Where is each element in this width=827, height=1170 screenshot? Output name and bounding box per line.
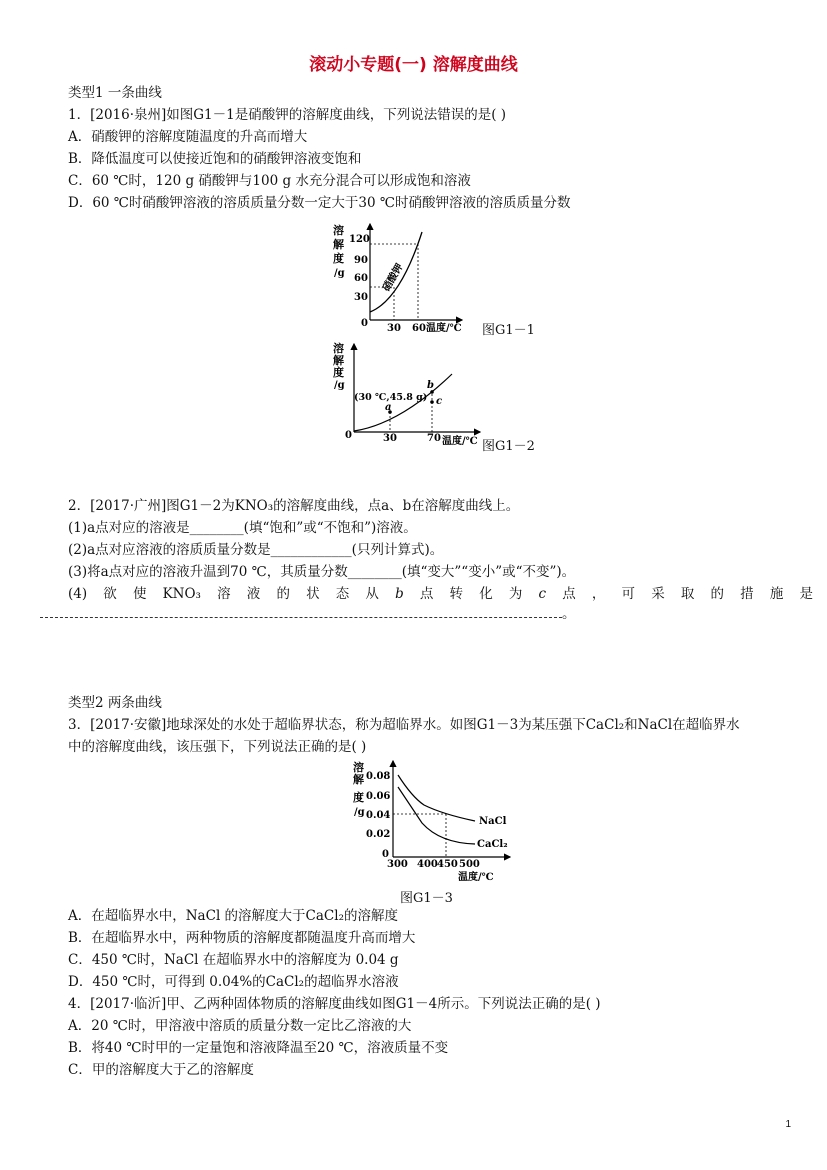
y-tick-30: 30 xyxy=(354,292,368,303)
q4-option-c: C．甲的溶解度大于乙的溶解度 xyxy=(68,1062,254,1078)
q4-option-a: A．20 ℃时，甲溶液中溶质的质量分数一定比乙溶液的大 xyxy=(68,1018,412,1034)
q3-option-b: B．在超临界水中，两种物质的溶解度都随温度升高而增大 xyxy=(68,930,416,946)
page-number: 1 xyxy=(785,1119,791,1130)
q2-stem: 2．[2017·广州]图G1－2为KNO₃的溶解度曲线，点a、b在溶解度曲线上。 xyxy=(68,498,520,514)
y-label-3: 度 xyxy=(333,252,344,265)
figure-g1-3-caption: 图G1－3 xyxy=(400,891,453,906)
x-axis-label: 温度/℃ xyxy=(442,436,478,447)
figure-g1-2-caption: 图G1－2 xyxy=(482,439,535,454)
y-tick-0.08: 0.08 xyxy=(366,771,391,782)
y-tick-0.02: 0.02 xyxy=(366,829,391,840)
y-tick-0.04: 0.04 xyxy=(366,810,391,821)
point-c xyxy=(430,400,434,404)
x-tick-60: 60 xyxy=(412,323,426,334)
y-tick-120: 120 xyxy=(349,234,370,245)
y-label-2: 解 xyxy=(333,354,344,367)
nacl-label: NaCl xyxy=(479,816,507,827)
q2-part3: (3)将a点对应的溶液升温到70 ℃，其质量分数________(填“变大”“变小”或“不变”)。 xyxy=(68,564,576,580)
point-a-note: (30 ℃,45.8 g) xyxy=(354,392,428,403)
y-label-1: 溶 xyxy=(333,224,344,237)
y-label-3: 度 xyxy=(353,791,364,804)
y-label-2: 解 xyxy=(333,238,344,251)
label-c: c xyxy=(436,396,443,407)
q2-part1: (1)a点对应的溶液是________(填“饱和”或“不饱和”)溶液。 xyxy=(68,520,417,536)
q1-option-d: D．60 ℃时硝酸钾溶液的溶质质量分数一定大于30 ℃时硝酸钾溶液的溶质质量分数 xyxy=(68,195,571,211)
y-label-2: 解 xyxy=(353,773,364,786)
q3-stem-line1: 3．[2017·安徽]地球深处的水处于超临界状态，称为超临界水。如图G1－3为某压强下CaCl₂和NaCl在超临界水 xyxy=(68,717,740,733)
x-tick-30: 30 xyxy=(387,323,401,334)
x-axis-label: 温度/℃ xyxy=(426,323,462,334)
cacl2-label: CaCl₂ xyxy=(477,839,508,850)
x-tick-400: 400 xyxy=(417,859,438,870)
x-tick-500: 500 xyxy=(459,859,480,870)
origin: 0 xyxy=(382,849,389,860)
origin: 0 xyxy=(361,318,368,329)
x-axis-label: 温度/℃ xyxy=(458,872,494,883)
y-tick-90: 90 xyxy=(354,255,368,266)
q3-option-a: A．在超临界水中，NaCl 的溶解度大于CaCl₂的溶解度 xyxy=(68,908,398,924)
y-label-1: 溶 xyxy=(333,342,344,355)
origin: 0 xyxy=(345,430,352,441)
section-heading-1: 类型1 一条曲线 xyxy=(68,85,162,101)
y-label-4: /g xyxy=(334,268,345,279)
x-tick-450: 450 xyxy=(437,859,458,870)
label-a: a xyxy=(385,402,392,413)
x-tick-30: 30 xyxy=(383,433,397,444)
q1-stem: 1．[2016·泉州]如图G1－1是硝酸钾的溶解度曲线，下列说法错误的是( ) xyxy=(68,107,507,123)
q1-option-c: C．60 ℃时，120 g 硝酸钾与100 g 水充分混合可以形成饱和溶液 xyxy=(68,173,471,189)
x-tick-300: 300 xyxy=(387,859,408,870)
figure-g1-2 xyxy=(330,340,490,450)
y-label-4: /g xyxy=(354,807,365,818)
figure-g1-1-caption: 图G1－1 xyxy=(482,323,535,338)
curve-label: 硝酸钾 xyxy=(381,262,406,294)
q1-option-b: B．降低温度可以使接近饱和的硝酸钾溶液变饱和 xyxy=(68,151,362,167)
q2-answer-blank: 。 xyxy=(40,605,576,623)
q1-option-a: A．硝酸钾的溶解度随温度的升高而增大 xyxy=(68,129,308,145)
figure-g1-3 xyxy=(350,757,520,883)
q2-part4: (4) 欲 使 KNO₃ 溶 液 的 状 态 从 b 点 转 化 为 c 点 ， 可 采 取 的 措 施 是 xyxy=(68,586,813,602)
y-tick-60: 60 xyxy=(354,273,368,284)
q3-option-c: C．450 ℃时，NaCl 在超临界水中的溶解度为 0.04 g xyxy=(68,952,399,968)
q3-stem-line2: 中的溶解度曲线，该压强下，下列说法正确的是( ) xyxy=(68,739,367,755)
y-label-4: /g xyxy=(334,380,345,391)
y-tick-0.06: 0.06 xyxy=(366,791,391,802)
q3-option-d: D．450 ℃时，可得到 0.04%的CaCl₂的超临界水溶液 xyxy=(68,974,399,990)
section-heading-2: 类型2 两条曲线 xyxy=(68,695,162,711)
y-label-1: 溶 xyxy=(353,761,364,774)
q4-stem: 4．[2017·临沂]甲、乙两种固体物质的溶解度曲线如图G1－4所示。下列说法正确的是( ) xyxy=(68,996,601,1012)
x-tick-70: 70 xyxy=(427,433,441,444)
figure-g1-1 xyxy=(330,220,490,338)
y-label-3: 度 xyxy=(333,366,344,379)
label-b: b xyxy=(427,380,434,391)
cacl2-curve xyxy=(398,787,475,844)
q4-option-b: B．将40 ℃时甲的一定量饱和溶液降温至20 ℃，溶液质量不变 xyxy=(68,1040,449,1056)
q2-part2: (2)a点对应溶液的溶质质量分数是____________(只列计算式)。 xyxy=(68,542,444,558)
page-title: 滚动小专题(一) 溶解度曲线 xyxy=(309,55,518,75)
